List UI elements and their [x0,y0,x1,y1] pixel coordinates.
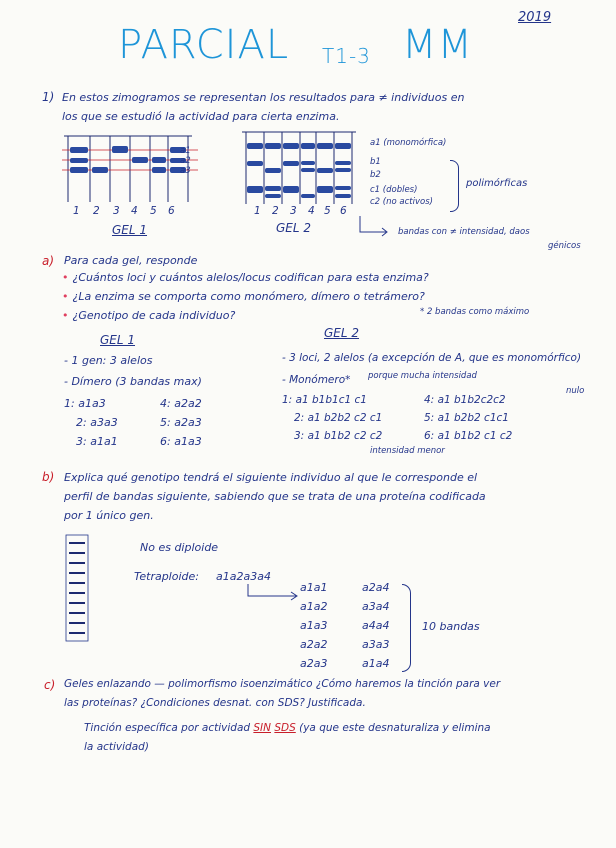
gel2-answer-heading: GEL 2 [324,326,360,340]
qa-intro: Para cada gel, responde [64,254,198,267]
pair-4: a2a2 [300,638,328,651]
qb-not-diploid: No es diploide [140,541,219,554]
gel1-genotype-5: 5: a2a3 [160,416,202,429]
gel2-answer-line-2: - Monómero* [282,374,351,386]
gel1-lane-2: 2 [93,205,100,217]
gel1-lane-4: 4 [131,205,138,217]
pair-5: a2a3 [300,657,328,670]
gel2-band-b1: b1 [370,157,381,167]
gel2-arrow-note-1: bandas con ≠ intensidad, daos [398,227,530,237]
qb-tetraploid-label: Tetraploide: [134,570,199,583]
gel1-genotype-1: 1: a1a3 [64,397,106,410]
qc-answer-2: la actividad) [84,741,149,753]
q1-line-2: los que se estudió la actividad para cierta enzima. [62,110,340,123]
gel1-lane-5: 5 [150,205,157,217]
qb-line-2: perfil de bandas siguiente, sabiendo que se trata de una proteína codificada [64,490,486,503]
band-profile-figure [62,533,92,643]
gel2-band-c1: c1 (dobles) [370,185,418,195]
gel2-answer-line-1: - 3 loci, 2 alelos (a excepción de A, que es monomórfico) [282,352,582,364]
gel2-lane-2: 2 [272,205,279,217]
gel2-nulo-note: nulo [566,386,585,396]
gel2-genotype-3: 3: a1 b1b2 c2 c2 [294,430,383,442]
pair-8: a4a4 [362,619,390,632]
polymorphic-brace [450,160,459,212]
gel1-band-a3: a3 [180,166,191,176]
gel2-lane-1: 1 [254,205,261,217]
qb-line-1: Explica qué genotipo tendrá el siguiente individuo al que le corresponde el [64,471,478,484]
gel2-genotype-2: 2: a1 b2b2 c2 c1 [294,412,383,424]
q1-number: 1) [42,90,55,104]
gel1-lane-3: 3 [113,205,120,217]
page-title: PARCIAL [118,22,290,68]
gel2-band-a1: a1 (monomórfica) [370,138,447,148]
pair-7: a3a4 [362,600,390,613]
gel2-lane-3: 3 [290,205,297,217]
gel2-genotype-6: 6: a1 b1b2 c1 c2 [424,430,513,442]
gel1-answer-heading: GEL 1 [100,333,136,347]
q1-line-1: En estos zimogramos se representan los resultados para ≠ individuos en [62,91,465,104]
gel2-arrow-note-2: génicos [548,241,581,251]
pair-9: a3a3 [362,638,390,651]
gel1-answer-line-1: - 1 gen: 3 alelos [64,354,153,367]
qc-answer-1: Tinción específica por actividad SIN SDS (ya que este desnaturaliza y elimina [84,722,491,734]
qc-line-2: las proteínas? ¿Condiciones desnat. con SDS? Justificada. [64,697,366,709]
page-title-suffix: MM [402,22,474,68]
pair-1: a1a1 [300,581,328,594]
qa-side-note: * 2 bandas como máximo [420,307,530,317]
qc-label: c) [44,678,56,692]
gel2-genotype-5: 5: a1 b2b2 c1c1 [424,412,509,424]
polymorphic-label: polimórficas [466,178,528,189]
gel2-less-note: intensidad menor [370,446,445,456]
qb-label: b) [42,470,55,484]
qc-line-1: Geles enlazando — polimorfismo isoenzimático ¿Cómo haremos la tinción para ver [64,678,501,690]
pairs-brace [402,584,411,672]
qb-bands-count: 10 bandas [422,620,480,633]
pair-6: a2a4 [362,581,390,594]
gel2-lane-5: 5 [324,205,331,217]
gel2-band-c2: c2 (no activos) [370,197,433,207]
gel2-lane-4: 4 [308,205,315,217]
qa-bullet-2: • ¿La enzima se comporta como monómero, dímero o tetrámero? [62,290,425,303]
gel1-lane-1: 1 [73,205,80,217]
gel1-caption: GEL 1 [112,223,148,237]
gel2-intensity-note: porque mucha intensidad [368,371,477,381]
page-subtitle: T1-3 [322,44,371,68]
pair-3: a1a3 [300,619,328,632]
qa-bullet-1: • ¿Cuántos loci y cuántos alelos/locus codifican para esta enzima? [62,271,429,284]
qb-tetraploid-genotype: a1a2a3a4 [216,570,271,583]
year-label: 2019 [518,10,552,25]
gel2-caption: GEL 2 [276,221,312,235]
qa-bullet-3: • ¿Genotipo de cada individuo? [62,309,235,322]
gel1-genotype-2: 2: a3a3 [76,416,118,429]
gel2-genotype-1: 1: a1 b1b1c1 c1 [282,394,367,406]
gel1-lane-6: 6 [168,205,175,217]
gel1-band-a1: a1 [180,146,191,156]
pair-10: a1a4 [362,657,390,670]
gel1-band-a2: a2 [180,156,191,166]
gel2-genotype-4: 4: a1 b1b2c2c2 [424,394,506,406]
gel1-genotype-4: 4: a2a2 [160,397,202,410]
arrow-icon [358,214,390,240]
gel2-lane-6: 6 [340,205,347,217]
pair-2: a1a2 [300,600,328,613]
gel2-band-b2: b2 [370,170,381,180]
qb-line-3: por 1 único gen. [64,509,154,522]
qa-label: a) [42,254,55,268]
arrow-icon-2 [244,582,302,604]
gel1-genotype-3: 3: a1a1 [76,435,118,448]
gel1-genotype-6: 6: a1a3 [160,435,202,448]
gel1-answer-line-2: - Dímero (3 bandas max) [64,375,202,388]
